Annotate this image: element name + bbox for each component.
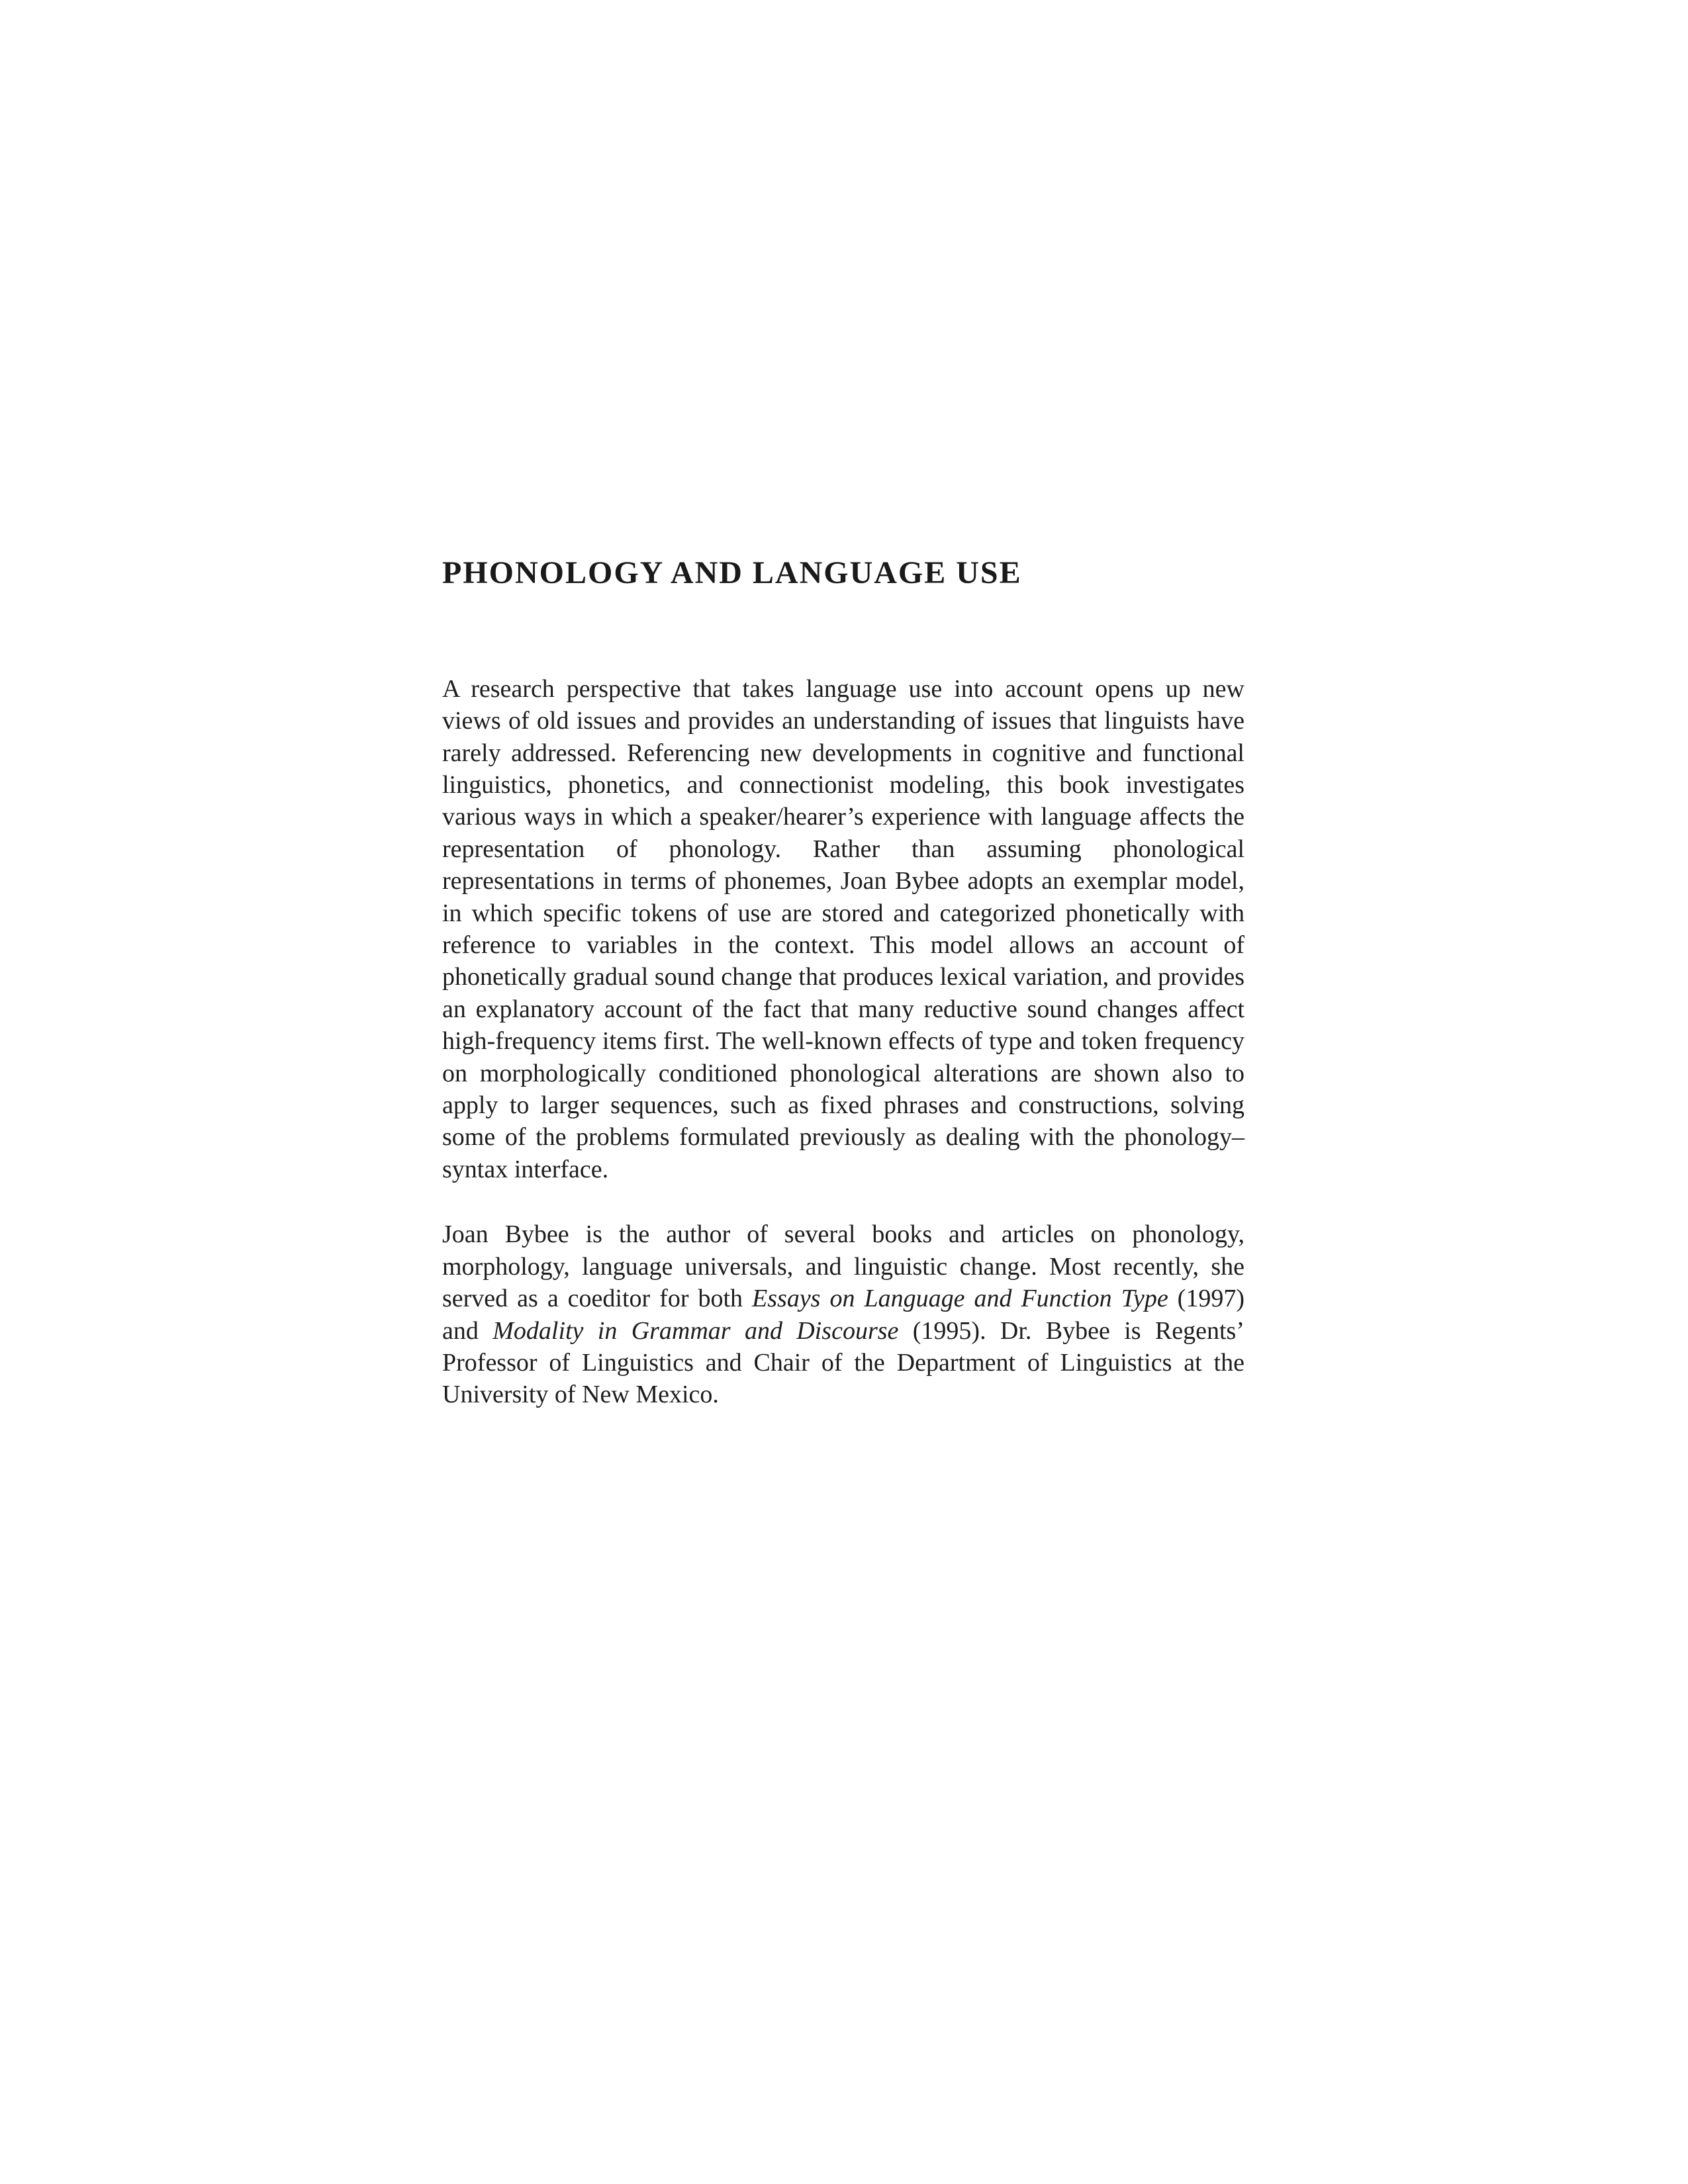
book-title-essays: Essays on Language and Function Type — [752, 1285, 1168, 1313]
author-bio-text-3: (1995). Dr. Bybee is Regents’ Professor of Linguistics and Chair of the Department of Linguistics at the University of New Mexico. — [442, 1316, 1244, 1409]
book-title-modality: Modality in Grammar and Discourse — [492, 1316, 899, 1345]
author-bio — [442, 1218, 1244, 1410]
author-bio-text-1: Joan Bybee is the author of several books and articles on phonology, morphology, language universals, and linguistic change. Most recently, she served as a coeditor for both — [442, 1220, 1244, 1313]
book-title: PHONOLOGY AND LANGUAGE USE — [442, 555, 1022, 590]
book-description: A research perspective that takes language use into account opens up new views of old issues and provides an understanding of issues that linguists have rarely addressed. Referencing new developments in cognitive and functional linguistics, phonetics, and connectionist modeling, this book investigates various ways in which a speaker/hearer’s experience with language affects the representation of phonology. Rather than assuming phonological representations in terms of phonemes, Joan Bybee adopts an exemplar model, in which specific tokens of use are stored and categorized phonetically with reference to variables in the context. This model allows an account of phonetically gradual sound change that produces lexical variation, and provides an explanatory account of the fact that many reductive sound changes affect high-frequency items first. The well-known effects of type and token frequency on morphologically conditioned phonological alterations are shown also to apply to larger sequences, such as fixed phrases and constructions, solving some of the problems formulated previously as dealing with the phonology–syntax interface. — [442, 674, 1244, 1183]
author-bio-text-2: (1997) and — [442, 1285, 1244, 1345]
page-content — [442, 556, 1244, 1411]
